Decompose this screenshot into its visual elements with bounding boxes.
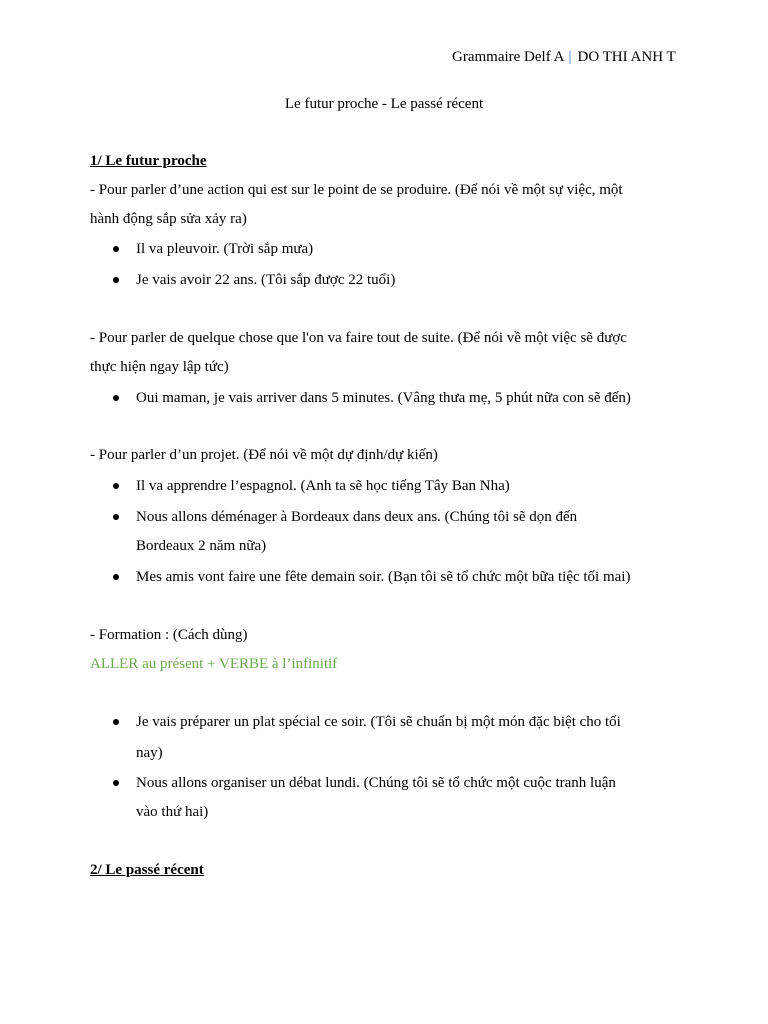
bullet-icon (113, 395, 119, 401)
section-1-heading: 1/ Le futur proche (90, 153, 207, 169)
list-item-text: Nous allons organiser un débat lundi. (Chúng tôi sẽ tổ chức một cuộc tranh luận (136, 775, 616, 791)
page-header (452, 47, 676, 67)
list-item-text: Nous allons déménager à Bordeaux dans deux ans. (Chúng tôi sẽ dọn đến (136, 509, 578, 525)
list-item-text: Oui maman, je vais arriver dans 5 minutes. (Vâng thưa mẹ, 5 phút nữa con sẽ đến) (136, 390, 631, 406)
list-item-text: Il va pleuvoir. (Trời sắp mưa) (136, 241, 314, 257)
list-item-text: Mes amis vont faire une fête demain soir. (Bạn tôi sẽ tổ chức một bữa tiệc tối mai) (136, 569, 631, 585)
list-item-text: Il va apprendre l’espagnol. (Anh ta sẽ học tiếng Tây Ban Nha) (136, 478, 510, 494)
header-author: DO THI ANH T (577, 49, 676, 65)
section-2-heading: 2/ Le passé récent (90, 862, 204, 878)
bullet-icon (113, 483, 119, 489)
usage-1-line-2: hành động sắp sửa xảy ra) (90, 211, 247, 227)
list-item-text: vào thứ hai) (136, 804, 209, 820)
formation-label: - Formation : (Cách dùng) (90, 627, 248, 643)
list-item-text: Je vais préparer un plat spécial ce soir. (Tôi sẽ chuẩn bị một món đặc biệt cho tối (136, 714, 621, 730)
bullet-icon (113, 719, 119, 725)
formation-rule: ALLER au présent + VERBE à l’infinitif (90, 656, 338, 672)
header-course-title: Grammaire Delf A (452, 49, 565, 65)
bullet-icon (113, 780, 119, 786)
bullet-icon (113, 574, 119, 580)
usage-2-line-1: - Pour parler de quelque chose que l'on va faire tout de suite. (Để nói về một việc sẽ được (90, 330, 627, 346)
usage-1-line-1: - Pour parler d’une action qui est sur le point de se produire. (Để nói về một sự việc, một (90, 182, 623, 198)
bullet-icon (113, 514, 119, 520)
bullet-icon (113, 246, 119, 252)
usage-3-line-1: - Pour parler d’un projet. (Để nói về một dự định/dự kiến) (90, 447, 438, 463)
list-item-text: Je vais avoir 22 ans. (Tôi sắp được 22 tuổi) (136, 272, 396, 288)
bullet-icon (113, 277, 119, 283)
header-separator: | (568, 49, 572, 65)
usage-2-line-2: thực hiện ngay lập tức) (90, 359, 229, 375)
document-title: Le futur proche - Le passé récent (284, 96, 484, 112)
list-item-text: nay) (136, 745, 163, 761)
list-item-text: Bordeaux 2 năm nữa) (136, 538, 267, 554)
